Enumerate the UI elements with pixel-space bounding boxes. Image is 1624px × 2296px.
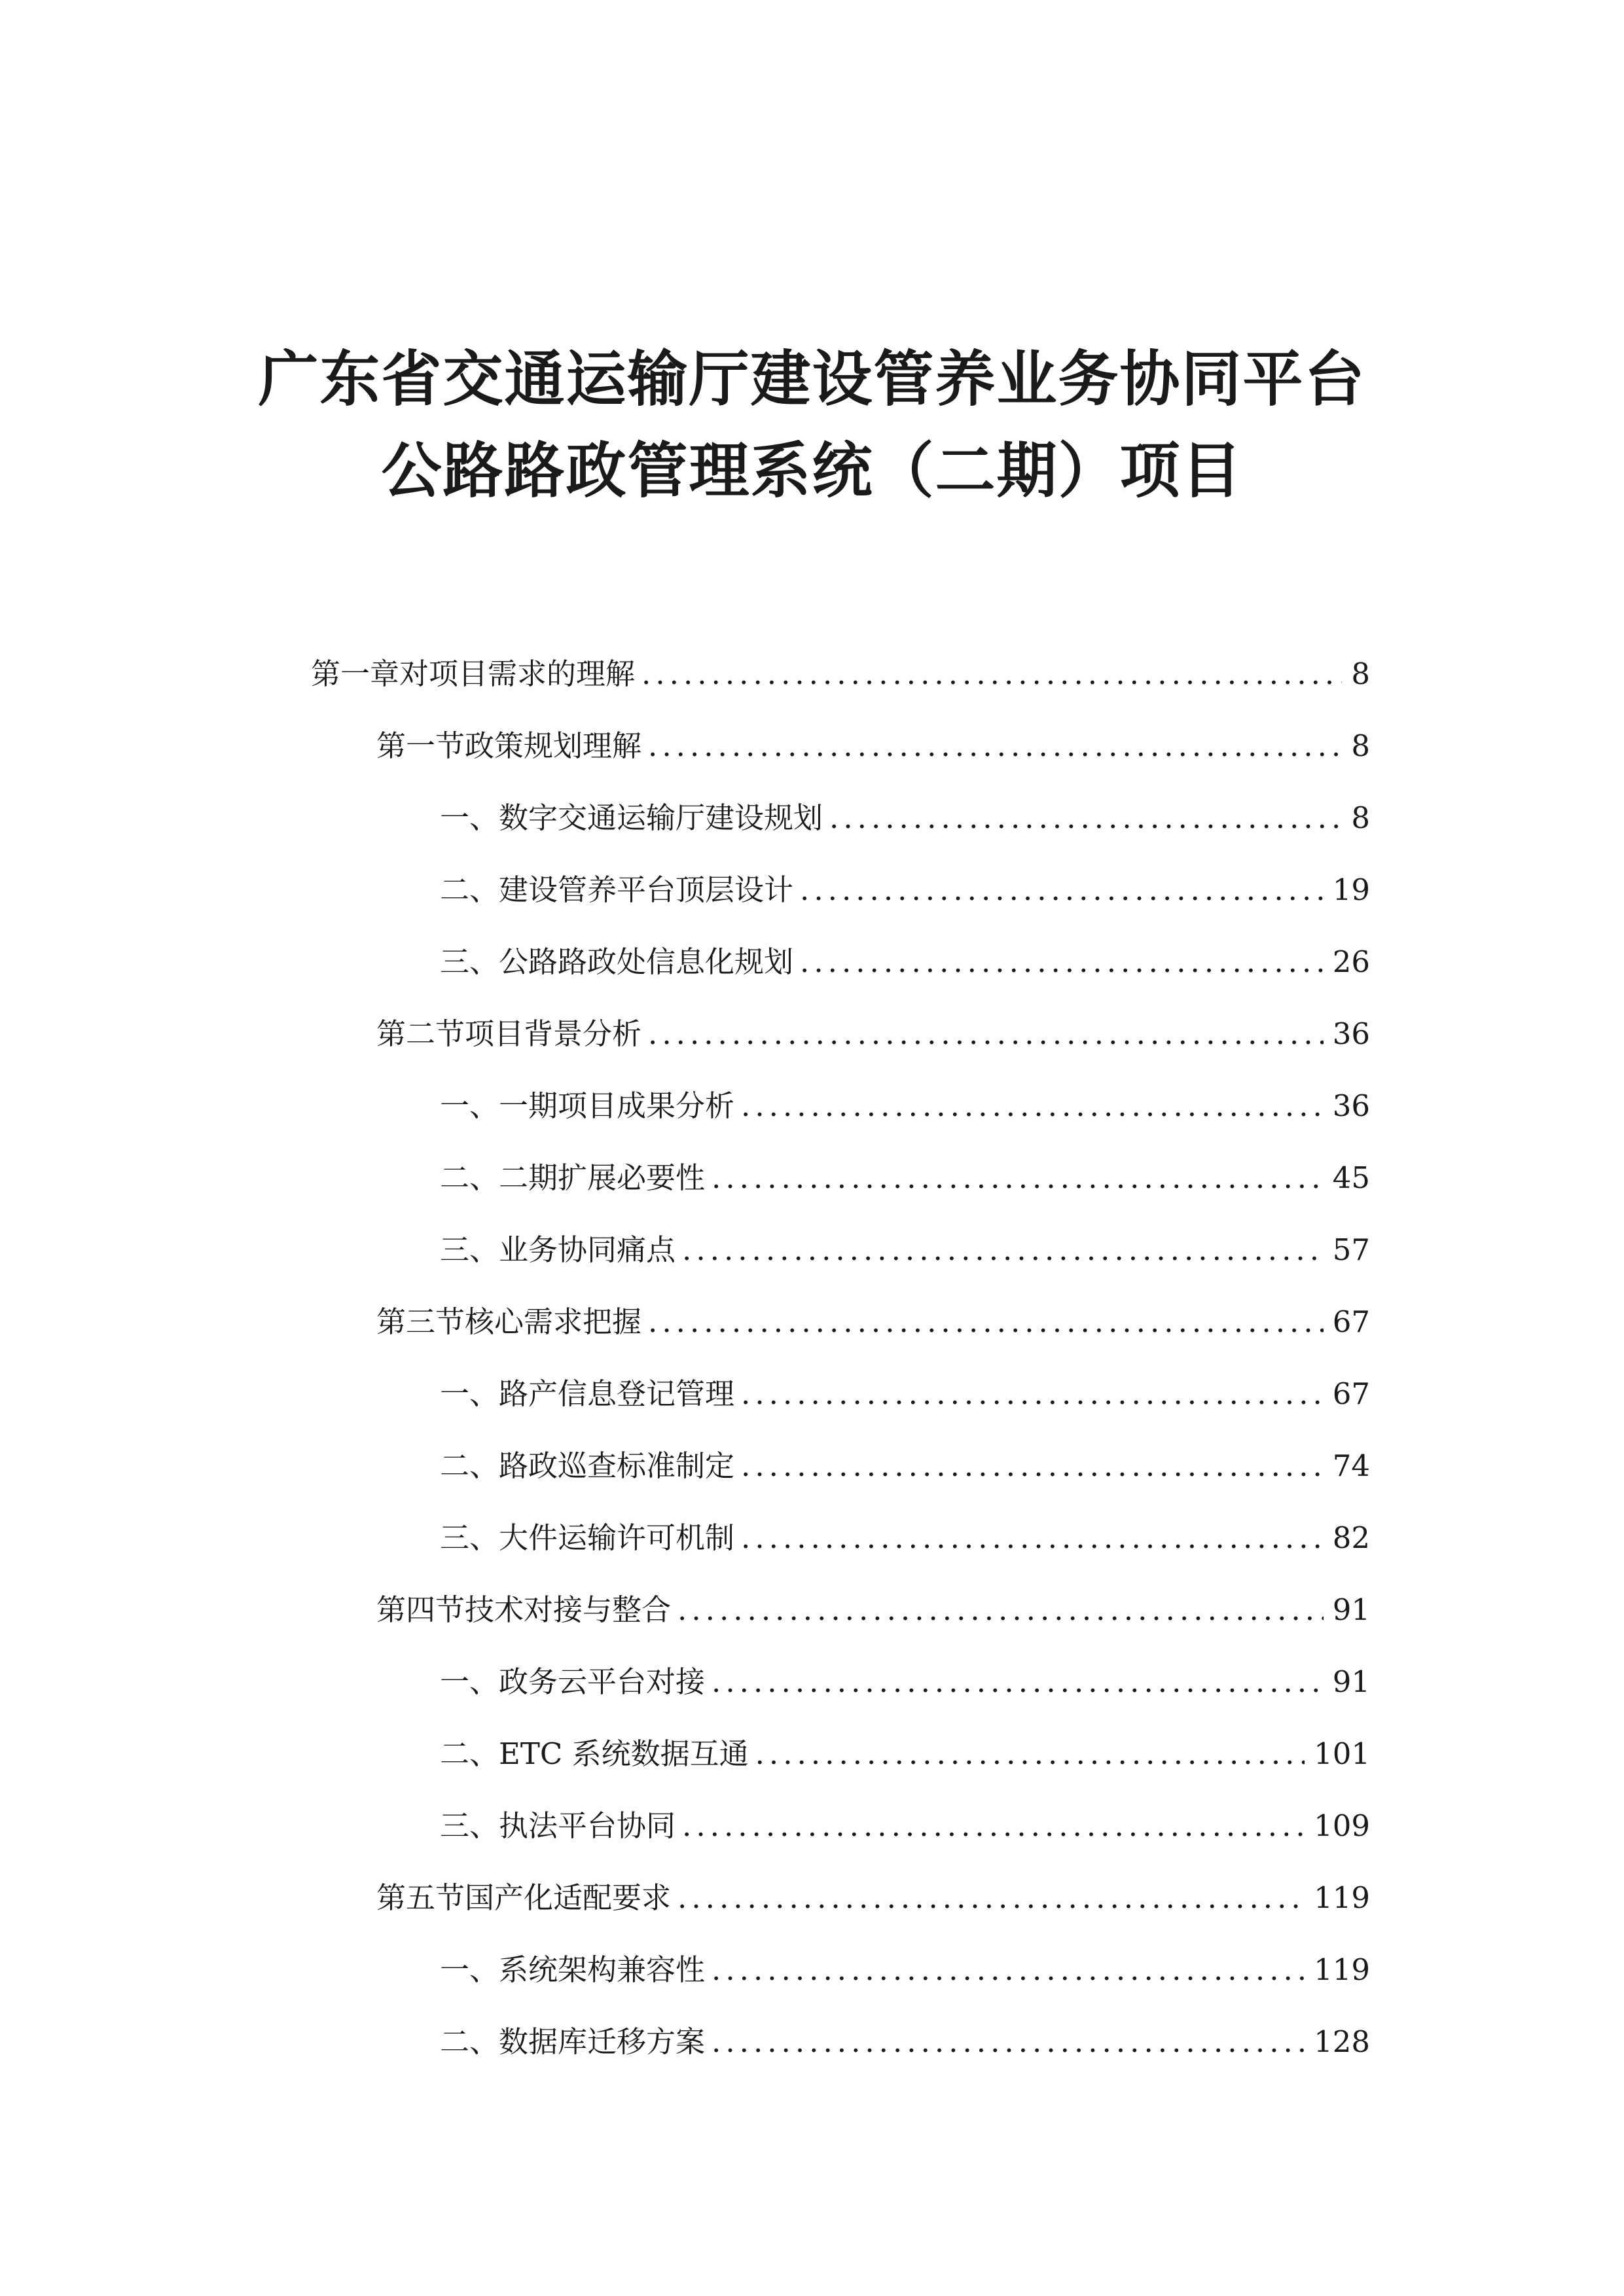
- toc-entry-number: 第五节: [376, 1880, 465, 1915]
- document-title-line-1: 广东省交通运输厅建设管养业务协同平台: [258, 344, 1366, 414]
- toc-entry-label: 二期扩展必要性: [499, 1160, 706, 1195]
- toc-dot-leader: [800, 864, 1324, 916]
- toc-entry-label: 政策规划理解: [465, 728, 642, 763]
- toc-entry-page: 57: [1332, 1232, 1370, 1267]
- toc-entry-label: 一期项目成果分析: [499, 1088, 735, 1123]
- toc-entry[interactable]: [376, 1296, 1370, 1348]
- toc-entry-label: 项目背景分析: [465, 1016, 642, 1051]
- toc-dot-leader: [648, 720, 1342, 772]
- toc-dot-leader: [682, 1224, 1324, 1276]
- toc-entry-label: 大件运输许可机制: [499, 1520, 735, 1555]
- toc-entry-label: 对项目需求的理解: [399, 656, 636, 691]
- toc-dot-leader: [741, 1080, 1324, 1132]
- toc-entry-number: 第三节: [376, 1304, 465, 1339]
- toc-entry-page: 67: [1332, 1376, 1370, 1411]
- toc-entry-page: 101: [1314, 1736, 1370, 1771]
- toc-entry-number: 一、: [440, 1952, 499, 1987]
- toc-entry-page: 82: [1332, 1520, 1370, 1555]
- toc-entry-page: 91: [1332, 1592, 1370, 1627]
- toc-entry-number: 二、: [440, 1736, 499, 1771]
- toc-dot-leader: [648, 1296, 1324, 1348]
- toc-entry-page: 36: [1332, 1088, 1370, 1123]
- toc-dot-leader: [755, 1728, 1305, 1780]
- toc-entry-page: 67: [1332, 1304, 1370, 1339]
- toc-entry-page: 109: [1314, 1808, 1370, 1843]
- toc-entry[interactable]: [376, 720, 1370, 772]
- toc-entry-number: 二、: [440, 1448, 499, 1483]
- toc-entry-label: 国产化适配要求: [465, 1880, 672, 1915]
- toc-entry-number: 第一章: [311, 656, 400, 691]
- toc-entry[interactable]: [376, 1584, 1370, 1636]
- toc-entry-number: 一、: [440, 1664, 499, 1699]
- toc-entry-label: 建设管养平台顶层设计: [499, 872, 794, 907]
- toc-entry-page: 128: [1314, 2024, 1370, 2059]
- toc-entry[interactable]: [440, 1080, 1370, 1132]
- toc-entry[interactable]: [440, 1800, 1370, 1852]
- toc-entry[interactable]: [311, 648, 1370, 700]
- toc-entry-page: 8: [1351, 728, 1370, 763]
- document-title-line-2: 公路路政管理系统（二期）项目: [381, 436, 1243, 506]
- toc-entry-number: 二、: [440, 2024, 499, 2059]
- toc-dot-leader: [682, 1800, 1305, 1852]
- toc-entry-number: 一、: [440, 1088, 499, 1123]
- toc-entry-page: 36: [1332, 1016, 1370, 1051]
- toc-entry[interactable]: [440, 2016, 1370, 2068]
- toc-dot-leader: [800, 936, 1324, 988]
- toc-entry[interactable]: [440, 1944, 1370, 1996]
- toc-dot-leader: [741, 1368, 1324, 1420]
- toc-entry-page: 119: [1314, 1880, 1370, 1915]
- toc-dot-leader: [677, 1872, 1305, 1924]
- toc-entry-page: 74: [1332, 1448, 1370, 1483]
- toc-entry-label: 数字交通运输厅建设规划: [499, 800, 823, 835]
- toc-entry[interactable]: [440, 1440, 1370, 1492]
- toc-dot-leader: [741, 1440, 1324, 1492]
- toc-entry[interactable]: [440, 1512, 1370, 1564]
- toc-entry-number: 三、: [440, 1808, 499, 1843]
- toc-entry-number: 三、: [440, 1232, 499, 1267]
- toc-entry-page: 119: [1314, 1952, 1370, 1987]
- toc-entry-number: 二、: [440, 1160, 499, 1195]
- toc-entry[interactable]: [440, 1656, 1370, 1708]
- toc-entry[interactable]: [440, 864, 1370, 916]
- toc-entry-label: ETC 系统数据互通: [499, 1736, 749, 1771]
- toc-entry-label: 核心需求把握: [465, 1304, 642, 1339]
- toc-dot-leader: [712, 1152, 1324, 1204]
- toc-entry-number: 第二节: [376, 1016, 465, 1051]
- toc-entry[interactable]: [376, 1008, 1370, 1060]
- toc-entry-label: 执法平台协同: [499, 1808, 676, 1843]
- toc-entry[interactable]: [440, 1152, 1370, 1204]
- toc-entry-label: 公路路政处信息化规划: [499, 944, 794, 979]
- toc-entry[interactable]: [440, 1224, 1370, 1276]
- toc-entry-page: 19: [1332, 872, 1370, 907]
- toc-entry-label: 技术对接与整合: [465, 1592, 672, 1627]
- toc-entry-label: 数据库迁移方案: [499, 2024, 706, 2059]
- toc-entry-label: 路产信息登记管理: [499, 1376, 735, 1411]
- toc-dot-leader: [648, 1008, 1324, 1060]
- toc-entry-label: 系统架构兼容性: [499, 1952, 706, 1987]
- toc-dot-leader: [712, 2016, 1305, 2068]
- toc-dot-leader: [712, 1944, 1305, 1996]
- toc-entry-number: 三、: [440, 1520, 499, 1555]
- toc-dot-leader: [641, 648, 1342, 700]
- toc-dot-leader: [677, 1584, 1324, 1636]
- toc-entry-page: 45: [1332, 1160, 1370, 1195]
- toc-entry-page: 8: [1351, 800, 1370, 835]
- toc-entry-number: 一、: [440, 1376, 499, 1411]
- toc-entry-page: 8: [1351, 656, 1370, 691]
- toc-entry-number: 第四节: [376, 1592, 465, 1627]
- toc-entry[interactable]: [440, 936, 1370, 988]
- toc-entry-page: 91: [1332, 1664, 1370, 1699]
- toc-entry-page: 26: [1332, 944, 1370, 979]
- toc-dot-leader: [741, 1512, 1324, 1564]
- toc-entry-number: 三、: [440, 944, 499, 979]
- toc-dot-leader: [712, 1656, 1324, 1708]
- toc-entry-label: 业务协同痛点: [499, 1232, 676, 1267]
- toc-entry[interactable]: [376, 1872, 1370, 1924]
- toc-entry-label: 路政巡查标准制定: [499, 1448, 735, 1483]
- toc-entry-number: 二、: [440, 872, 499, 907]
- toc-dot-leader: [829, 792, 1342, 844]
- toc-entry[interactable]: [440, 1368, 1370, 1420]
- toc-entry[interactable]: [440, 792, 1370, 844]
- toc-entry-number: 第一节: [376, 728, 465, 763]
- toc-entry[interactable]: [440, 1728, 1370, 1780]
- toc-entry-number: 一、: [440, 800, 499, 835]
- toc-entry-label: 政务云平台对接: [499, 1664, 706, 1699]
